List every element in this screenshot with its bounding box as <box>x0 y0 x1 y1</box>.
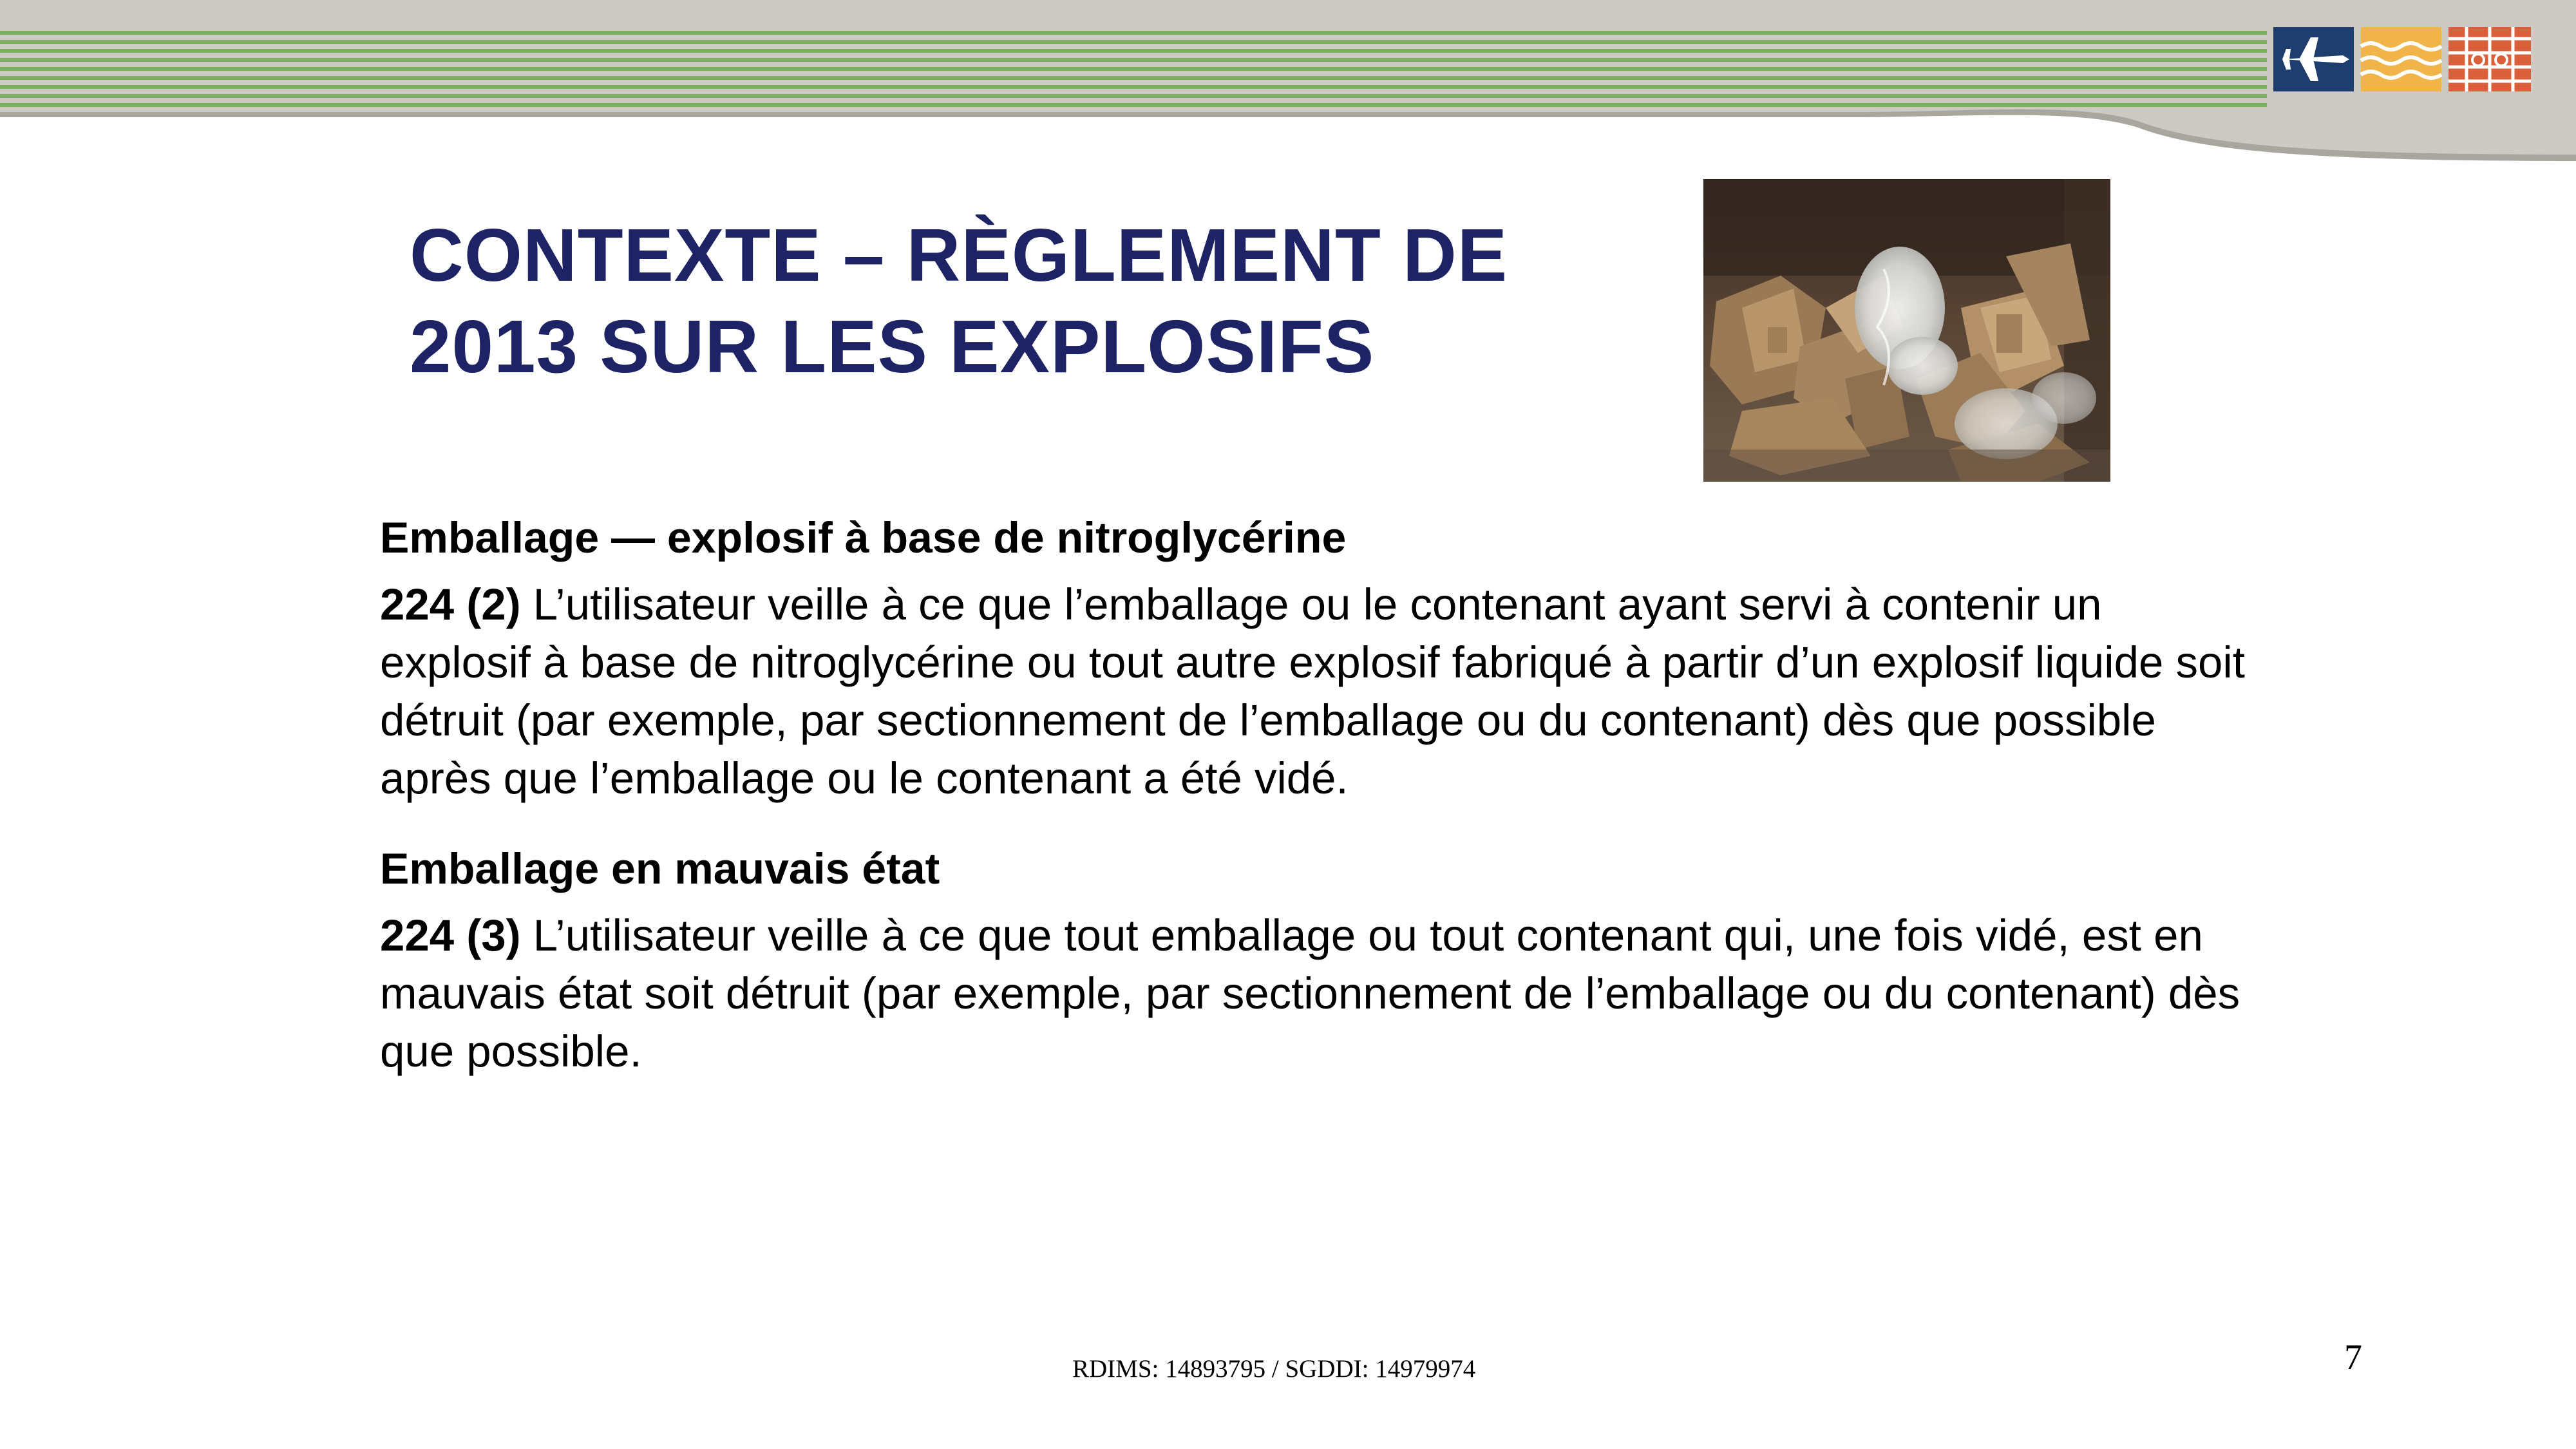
section-paragraph <box>380 576 2260 808</box>
header-stripe <box>0 76 2267 80</box>
header-stripe <box>0 85 2267 89</box>
header-stripe <box>0 31 2267 35</box>
header-stripe <box>0 49 2267 53</box>
water-waves-icon <box>2361 27 2441 91</box>
section-heading: Emballage — explosif à base de nitroglycérine <box>380 513 1347 562</box>
section-damaged-packaging <box>380 840 2260 1081</box>
section-heading: Emballage en mauvais état <box>380 844 940 893</box>
article-number: 224 (3) <box>380 911 521 960</box>
slide-title <box>410 209 1633 392</box>
section-nitroglycerine <box>380 509 2260 808</box>
header-stripes <box>0 0 2576 161</box>
article-text: L’utilisateur veille à ce que l’emballage ou le contenant ayant servi à contenir un explosif à base de nitroglycérine ou tout autre explosif fabriqué à partir d’un explosif liquide soit détruit (par exemple, par sectionnement de l’emballage ou du contenant) dès que possible après que l’emballage ou le contenant a été vidé. <box>380 580 2245 803</box>
article-text: L’utilisateur veille à ce que tout emballage ou tout contenant qui, une fois vidé, est en mauvais état soit détruit (par exemple, par sectionnement de l’emballage ou du contenant) dès que possible. <box>380 911 2240 1076</box>
document-reference: RDIMS: 14893795 / SGDDI: 14979974 <box>1072 1355 1476 1383</box>
header-band <box>0 0 2576 161</box>
train-rails-icon <box>2448 27 2531 91</box>
header-stripe <box>0 58 2267 62</box>
header-stripe <box>0 40 2267 44</box>
header-stripe <box>0 67 2267 71</box>
section-paragraph <box>380 907 2260 1081</box>
plane-icon <box>2273 27 2354 91</box>
torn-cardboard-boxes-photo <box>1703 179 2110 482</box>
title-line-2: 2013 SUR LES EXPLOSIFS <box>410 305 1375 388</box>
header-stripe <box>0 94 2267 98</box>
header-stripe <box>0 103 2267 107</box>
transport-logo <box>2273 27 2531 91</box>
page-number: 7 <box>2344 1338 2362 1378</box>
title-line-1: CONTEXTE – RÈGLEMENT DE <box>410 213 1508 297</box>
article-number: 224 (2) <box>380 580 521 629</box>
regulation-content <box>380 509 2260 1081</box>
